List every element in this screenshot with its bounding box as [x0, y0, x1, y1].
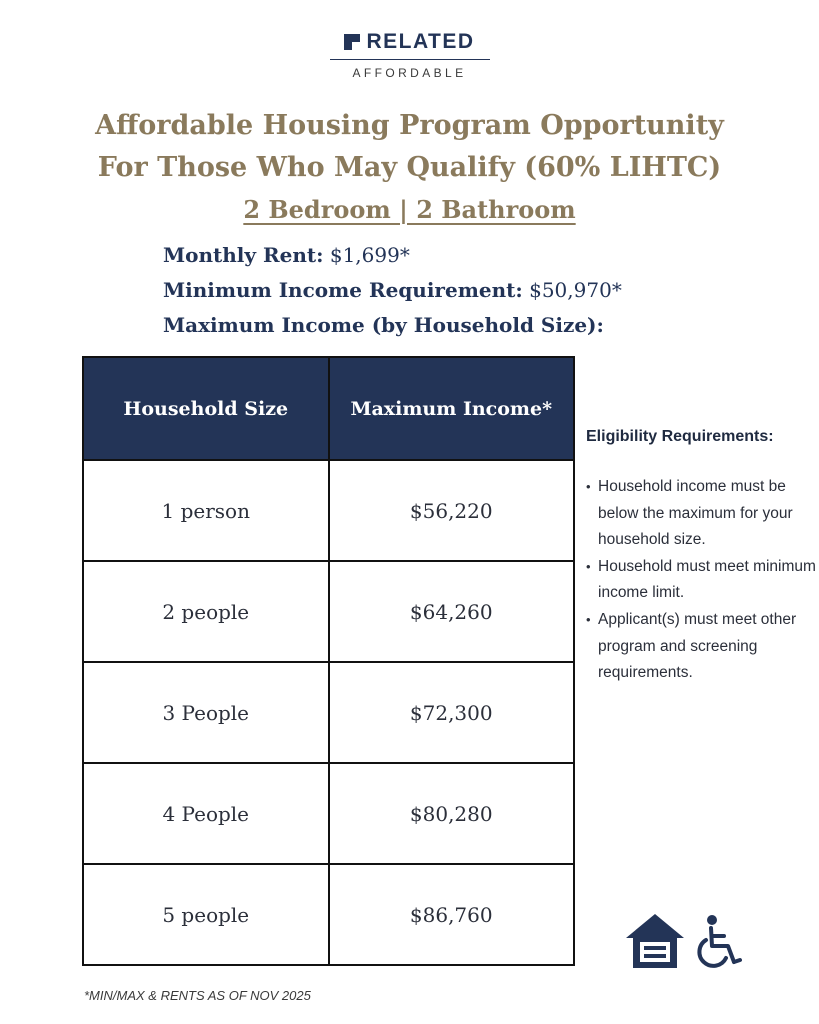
monthly-rent-label: Monthly Rent: [163, 243, 324, 267]
household-size-cell: 3 People [162, 700, 250, 725]
eligibility-title: Eligibility Requirements: [586, 428, 774, 445]
income-limits-table [82, 356, 575, 966]
max-income-cell: $72,300 [328, 663, 574, 762]
table-row [84, 863, 573, 964]
household-size-cell: 4 People [162, 801, 250, 826]
brand-subtitle: AFFORDABLE [352, 66, 467, 80]
household-size-cell: 5 people [162, 902, 250, 927]
table-row [84, 762, 573, 863]
eligibility-requirements [586, 428, 818, 687]
brand-name: RELATED [366, 30, 475, 53]
max-income-cell: $86,760 [328, 865, 574, 964]
header-household-size: Household Size [123, 397, 289, 420]
compliance-icons [624, 912, 742, 970]
footnote: *MIN/MAX & RENTS AS OF NOV 2025 [84, 988, 311, 1003]
equal-housing-icon [624, 912, 686, 970]
wheelchair-accessible-icon [696, 914, 742, 970]
max-income-cell: $80,280 [328, 764, 574, 863]
eligibility-list [586, 474, 818, 687]
household-size-cell: 2 people [162, 599, 250, 624]
min-income-label: Minimum Income Requirement: [163, 278, 523, 302]
unit-type-heading: 2 Bedroom | 2 Bathroom [243, 195, 576, 224]
page-title-line-2: For Those Who May Qualify (60% LIHTC) [97, 152, 722, 183]
max-income-cell: $56,220 [328, 461, 574, 560]
max-income-line [163, 308, 622, 343]
monthly-rent-value: $1,699* [329, 243, 410, 267]
monthly-rent-line [163, 238, 622, 273]
rent-income-facts [163, 238, 622, 343]
related-logo-mark-icon [344, 34, 360, 50]
table-header-row [84, 358, 573, 459]
table-row [84, 459, 573, 560]
min-income-line [163, 273, 622, 308]
logo-divider [330, 59, 490, 60]
page-title-line-1: Affordable Housing Program Opportunity [95, 110, 724, 141]
header-maximum-income: Maximum Income* [328, 358, 574, 459]
max-income-label: Maximum Income (by Household Size): [163, 313, 604, 337]
min-income-value: $50,970* [529, 278, 622, 302]
max-income-cell: $64,260 [328, 562, 574, 661]
list-item: • Household must meet minimum income limit. [598, 554, 818, 607]
table-row [84, 560, 573, 661]
household-size-cell: 1 person [161, 498, 250, 523]
list-item: • Applicant(s) must meet other program and screening requirements. [598, 607, 818, 687]
list-item: • Household income must be below the maximum for your household size. [598, 474, 818, 554]
brand-logo [0, 30, 819, 80]
table-row [84, 661, 573, 762]
